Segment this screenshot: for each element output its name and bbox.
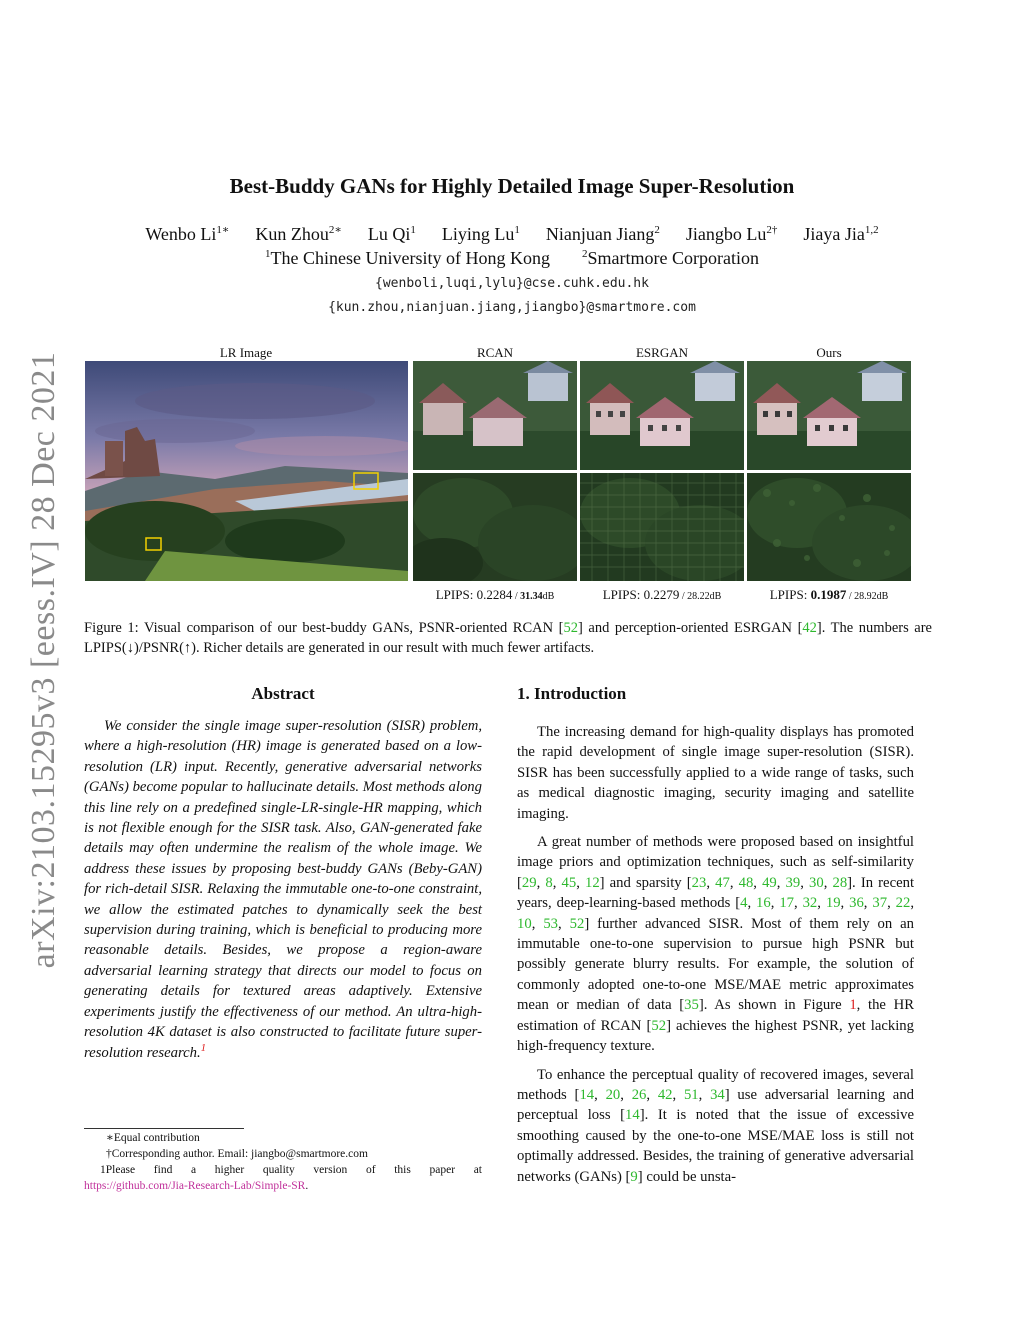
text-run: , [794,895,803,912]
metric-rcan-unit: dB [542,591,555,602]
text-run: , [840,895,850,912]
footnote-corresponding: †Corresponding author. Email: jiangbo@smartmore.com [106,1148,368,1160]
text-run: , [776,874,786,891]
metric-esrgan-unit: dB [709,591,722,602]
text-run: ]. It is noted that the issue of excessive smoothing caused by the one-to-one MSE/MAE loss is still not optimally addressed. Besides, the training of generative adversarial networks (GANs) [ [517,1107,914,1185]
metric-rcan-psnr: 31.34 [520,591,543,602]
citation-link[interactable]: 8 [545,874,553,891]
text-run: , [646,1086,658,1103]
citation-link[interactable]: 14 [579,1086,595,1103]
text-run: , [753,874,763,891]
author-name: Jiaya Jia [803,224,865,244]
metric-esrgan-lpips: 0.2279 [643,587,680,602]
author [255,224,341,244]
text-run: ]. As shown in Figure [698,997,850,1014]
footnote-rule [84,1128,244,1129]
affiliation [582,248,759,268]
citation-link[interactable]: 9 [630,1168,638,1185]
citation-link[interactable]: 23 [691,874,707,891]
text-run: , [729,874,739,891]
abstract-body [84,716,482,1063]
author-name: Liying Lu [441,224,515,244]
citation-link[interactable]: 22 [895,895,911,912]
rcan-crop-buildings [413,361,577,470]
citation-link[interactable]: 53 [543,915,558,932]
caption-part-1: Figure 1: Visual comparison of our best-buddy GANs, PSNR-oriented RCAN [ [84,620,564,636]
metric-esrgan-psnr: 28.22 [687,591,710,602]
metric-ours-lpips: 0.1987 [810,587,847,602]
col-label-rcan: RCAN [476,345,514,360]
text-run: , [672,1086,684,1103]
author [686,224,778,244]
text-run: ] achieves the highest PSNR, yet lacking high-frequency texture. [517,1017,914,1055]
text-run: , [770,895,780,912]
citation-link[interactable]: 12 [584,874,600,891]
text-run: , [552,874,562,891]
intro-paragraph-2 [517,832,914,1056]
affiliation-list [0,248,1024,269]
text-run: , [594,1086,606,1103]
citation-link[interactable]: 37 [872,895,888,912]
abstract-text: We consider the single image super-resolution (SISR) problem, where a high-resolution (HR) image is generated based on a low-resolution (LR) input. Recently, generative adversarial networks (GANs) become popular to hallucinate details. Most methods along this line rely on a predefined single-LR-single-HR mapping, which is not flexible enough for the SISR task. Also, GAN-generated fake details may often undermine the realism of the whole image. We address these issues by proposing best-buddy GANs (Beby-GAN) for rich-detail SISR. Relaxing the immutable one-to-one constraint, we allow the estimated patches to dynamically seek the best supervision during training, which is beneficial to producing more reasonable details. Besides, we propose a region-aware adversarial learning strategy that directs our model to focus on generating details for textured areas adaptively. Extensive experiments justify the effectiveness of our method. An ultra-high-resolution 4K dataset is also constructed to facilitate future super-resolution research. [84,718,482,1061]
text-run: , [706,874,716,891]
author-list [0,224,1024,245]
figure-ref-link[interactable]: 1 [849,997,857,1014]
metric-ours-unit: dB [876,591,889,602]
arxiv-id: arXiv:2103.15295v3 [eess.IV] 28 Dec 2021 [25,351,62,969]
citation-link[interactable]: 14 [625,1107,640,1124]
author-mark: 2 [654,224,660,236]
citation-link[interactable]: 34 [710,1086,725,1103]
affiliation [265,248,550,268]
text-run: , [747,895,757,912]
author [145,224,229,244]
ours-crop-buildings [747,361,911,470]
rcan-crop-foliage [413,473,577,581]
figure-caption [84,618,932,658]
text-run: ]. In recent years, deep-learning-based methods [ [517,874,915,912]
metric-esrgan-prefix: LPIPS: [602,587,644,602]
citation-link[interactable]: 10 [517,915,532,932]
metric-ours-prefix: LPIPS: [769,587,811,602]
citation-link[interactable]: 51 [683,1086,699,1103]
author-mark: 1 [514,224,520,236]
intro-body [517,722,914,1195]
caption-cite-52[interactable]: 52 [563,620,578,636]
author [803,224,878,244]
text-run: ] could be unsta- [637,1168,737,1185]
author-name: Wenbo Li [145,224,217,244]
text-run: , [698,1086,711,1103]
text-run: ] further advanced SISR. Most of them rely on an immutable one-to-one supervision to pursue high PSNR but possibly generate blurry results. For example, the solution of commonly adopted one-to-one MSE/MAE metric approximates mean or median of data [ [517,915,915,1014]
author-mark: 2† [766,224,778,236]
text-run: , [531,915,544,932]
lr-image [85,361,408,581]
citation-link[interactable]: 26 [631,1086,647,1103]
text-run: , the HR estimation of RCAN [ [517,997,914,1034]
col-label-esrgan: ESRGAN [635,345,688,360]
text-run: , [536,874,546,891]
author-name: Lu Qi [367,224,411,244]
esrgan-crop-foliage [580,473,744,581]
author-mark: 2∗ [328,224,342,236]
email-smartmore: {kun.zhou,nianjuan.jiang,jiangbo}@smartmore.com [328,300,696,315]
citation-link[interactable]: 28 [832,874,848,891]
citation-link[interactable]: 4 [740,895,748,912]
affiliation-mark: 1 [265,248,271,260]
citation-link[interactable]: 17 [779,895,794,912]
abstract-heading: Abstract [251,684,315,703]
text-run: , [576,874,585,891]
caption-part-3: ]. The numbers are LPIPS(↓)/PSNR(↑). Richer details are generated in our result with much fewer artifacts. [84,620,932,656]
metric-rcan [413,587,577,603]
text-run: ] and sparsity [ [599,874,692,891]
text-run: , [800,874,809,891]
citation-link[interactable]: 29 [521,874,537,891]
arxiv-sidebar [16,350,72,970]
metric-esrgan-sep: / [679,591,688,602]
text-run: , [620,1086,632,1103]
col-label-ours: Ours [816,345,842,360]
metric-ours-psnr: 28.92 [854,591,877,602]
text-run: , [863,895,873,912]
footnote-end: . [305,1180,309,1192]
caption-part-2: ] and perception-oriented ESRGAN [ [577,620,803,636]
citation-link[interactable]: 36 [849,895,864,912]
author-name: Nianjuan Jiang [545,224,655,244]
citation-link[interactable]: 42 [657,1086,673,1103]
ours-crop-foliage [747,473,911,581]
abstract-footnote-mark[interactable]: 1 [200,1041,207,1054]
intro-paragraph-3 [517,1065,914,1187]
metric-ours-sep: / [846,591,855,602]
text-run: , [558,915,570,932]
footnotes [84,1130,482,1194]
citation-link[interactable]: 35 [684,997,699,1014]
intro-heading: 1. Introduction [517,684,627,703]
citation-link[interactable]: 48 [738,874,754,891]
author-name: Kun Zhou [255,224,329,244]
text-run: , [817,895,826,912]
metric-rcan-sep: / [512,591,521,602]
text-run: , [910,895,914,912]
text-run: ] use adversarial learning and perceptual loss [ [517,1086,915,1124]
citation-link[interactable]: 20 [605,1086,621,1103]
metric-ours [747,587,911,603]
citation-link[interactable]: 52 [651,1017,667,1034]
paper-title: Best-Buddy GANs for Highly Detailed Image Super-Resolution [229,174,795,198]
github-link[interactable]: https://github.com/Jia-Research-Lab/Simple-SR [84,1180,306,1192]
author-mark: 1,2 [864,224,879,236]
citation-link[interactable]: 45 [561,874,577,891]
author-mark: 1∗ [216,224,230,236]
citation-link[interactable]: 47 [715,874,730,891]
text-run: A great number of methods were proposed based on insightful image priors and optimization techniques, such as self-similarity [ [517,834,914,891]
footnote-equal: ∗Equal contribution [106,1132,200,1144]
affiliation-mark: 2 [582,248,588,260]
metric-esrgan [580,587,744,603]
text-run: , [887,895,896,912]
col-label-lr: LR Image [219,345,273,360]
citation-link[interactable]: 30 [809,874,824,891]
esrgan-crop-buildings [580,361,744,470]
email-cuhk: {wenboli,luqi,lylu}@cse.cuhk.edu.hk [375,276,649,291]
citation-link[interactable]: 16 [756,895,771,912]
author-mark: 1 [410,224,416,236]
affiliation-name: Smartmore Corporation [587,248,759,268]
caption-cite-42[interactable]: 42 [802,620,817,636]
citation-link[interactable]: 52 [569,915,585,932]
author [546,224,660,244]
citation-link[interactable]: 19 [825,895,841,912]
footnote-version: 1Please find a higher quality version of this paper at [100,1164,482,1176]
citation-link[interactable]: 32 [802,895,818,912]
author [442,224,520,244]
metric-rcan-lpips: 0.2284 [476,587,513,602]
citation-link[interactable]: 49 [762,874,777,891]
text-run: , [823,874,833,891]
text-run: To enhance the perceptual quality of recovered images, several methods [ [517,1066,914,1103]
author-name: Jiangbo Lu [685,224,767,244]
author [368,224,416,244]
metric-rcan-prefix: LPIPS: [435,587,477,602]
footnote-link-line [84,1178,482,1194]
citation-link[interactable]: 39 [785,874,801,891]
intro-paragraph-1: The increasing demand for high-quality displays has promoted the rapid development of single image super-resolution (SISR). SISR has been successfully applied to a wide range of tasks, such as medical diagnostic imaging, security imaging and satellite imaging. [517,724,914,822]
affiliation-name: The Chinese University of Hong Kong [270,248,550,268]
